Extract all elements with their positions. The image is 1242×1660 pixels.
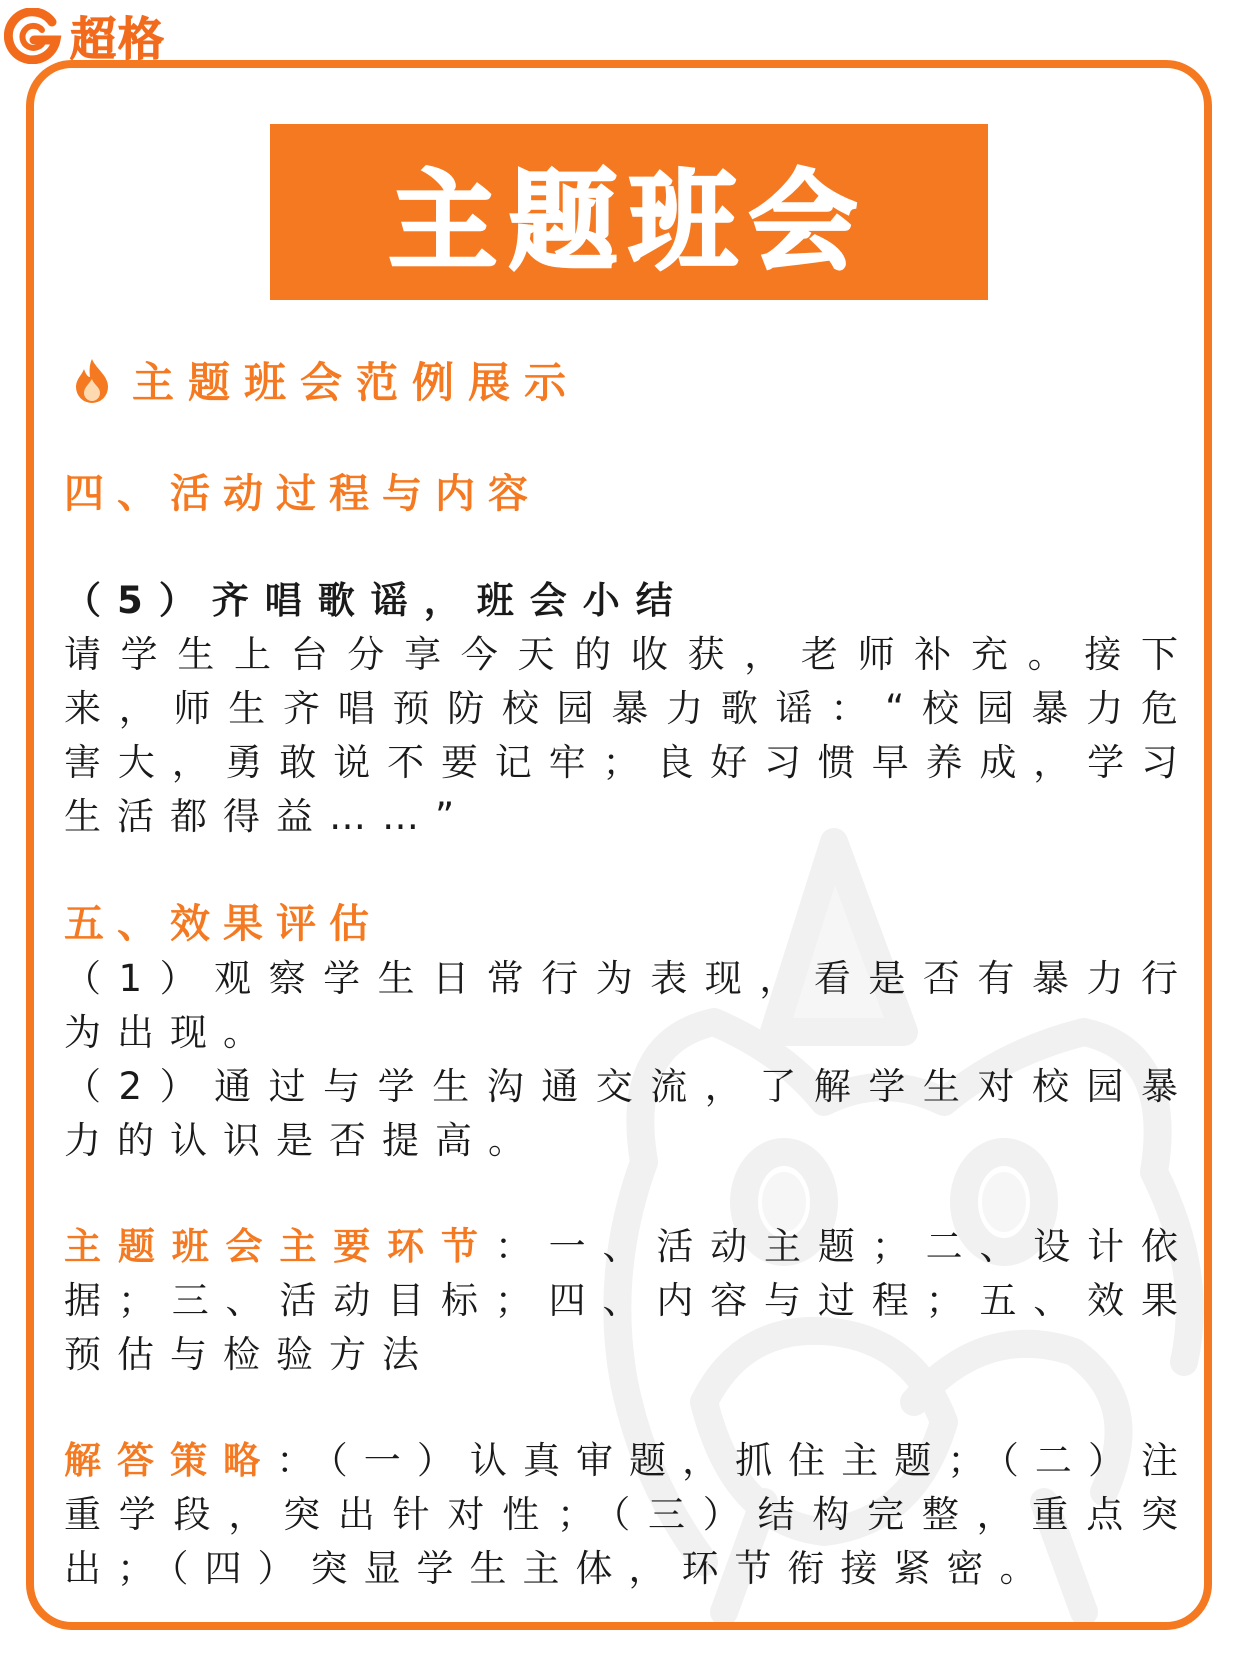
main-content: [64, 466, 1194, 1596]
section4-item-body: 请学生上台分享今天的收获，老师补充。接下来，师生齐唱预防校园暴力歌谣：“校园暴力危害大，勇敢说不要记牢；良好习惯早养成，学习生活都得益……”: [64, 633, 1194, 838]
strategy-label: 解答策略: [64, 1439, 277, 1482]
strategy-paragraph: [64, 1434, 1194, 1596]
page-title: 主题班会: [388, 159, 869, 285]
key-steps-label: 主题班会主要环节: [64, 1225, 495, 1268]
brand-name: 超格: [70, 12, 166, 66]
section5-heading: 五、效果评估: [64, 901, 382, 947]
section4-item-title: （5）齐唱歌谣，班会小结: [64, 579, 689, 622]
brand-logo: [4, 6, 166, 66]
subheading: [74, 350, 580, 410]
subheading-text: 主题班会范例展示: [132, 358, 581, 407]
section5-item-1: （1）观察学生日常行为表现，看是否有暴力行为出现。: [64, 957, 1194, 1054]
flame-icon: [74, 357, 110, 403]
section4-heading: 四、活动过程与内容: [64, 471, 541, 517]
title-banner: [270, 124, 988, 300]
content-frame: [26, 60, 1212, 1630]
brand-g-icon: [4, 8, 64, 64]
section5-item-2: （2）通过与学生沟通交流，了解学生对校园暴力的认识是否提高。: [64, 1065, 1194, 1162]
key-steps-paragraph: [64, 1220, 1194, 1382]
key-steps-text: ：一、活动主题；二、设计依据；三、活动目标；四、内容与过程；五、效果预估与检验方法: [64, 1225, 1195, 1376]
strategy-text: ：（一）认真审题，抓住主题；（二）注重学段，突出针对性；（三）结构完整，重点突出；（四）突显学生主体，环节衔接紧密。: [64, 1439, 1195, 1590]
